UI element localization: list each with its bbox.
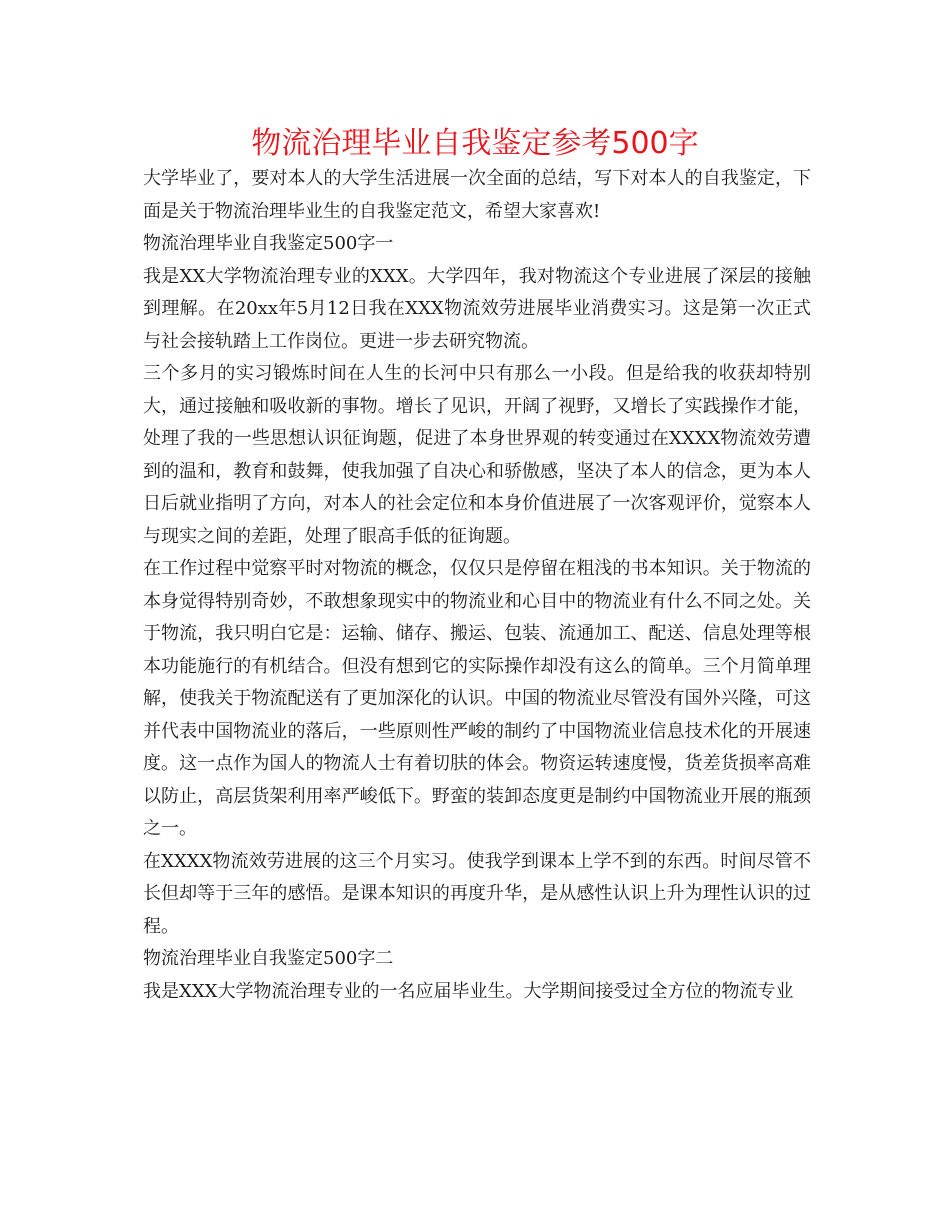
body-paragraph: 在XXXX物流效劳进展的这三个月实习。使我学到课本上学不到的东西。时间尽管不长但却等于三年的感悟。是课本知识的再度升华，是从感性认识上升为理性认识的过程。	[143, 850, 811, 937]
body-paragraph: 在工作过程中觉察平时对物流的概念，仅仅只是停留在粗浅的书本知识。关于物流的本身觉得特别奇妙，不敢想象现实中的物流业和心目中的物流业有什么不同之处。关于物流，我只明白它是：运输、储存、搬运、包装、流通加工、配送、信息处理等根本功能施行的有机结合。但没有想到它的实际操作却没有这么的简单。三个月简单理解，使我关于物流配送有了更加深化的认识。中国的物流业尽管没有国外兴隆，可这并代表中国物流业的落后，一些原则性严峻的制约了中国物流业信息技术化的开展速度。这一点作为国人的物流人士有着切肤的体会。物资运转速度慢，货差货损率高难以防止，高层货架利用率严峻低下。野蛮的装卸态度更是制约中国物流业开展的瓶颈之一。	[143, 558, 811, 839]
document-title: 物流治理毕业自我鉴定参考500字	[251, 126, 699, 161]
document-body	[143, 163, 811, 1008]
body-paragraph: 三个多月的实习锻炼时间在人生的长河中只有那么一小段。但是给我的收获却特别大，通过接触和吸收新的事物。增长了见识，开阔了视野，又增长了实践操作才能，处理了我的一些思想认识征询题，促进了本身世界观的转变通过在XXXX物流效劳遭到的温和，教育和鼓舞，使我加强了自决心和骄傲感，坚决了本人的信念，更为本人日后就业指明了方向，对本人的社会定位和本身价值进展了一次客观评价，觉察本人与现实之间的差距，处理了眼高手低的征询题。	[143, 363, 811, 547]
section-heading-one: 物流治理毕业自我鉴定500字一	[143, 233, 394, 254]
body-paragraph: 我是XX大学物流治理专业的XXX。大学四年，我对物流这个专业进展了深层的接触到理解。在20xx年5月12日我在XXX物流效劳进展毕业消费实习。这是第一次正式与社会接轨踏上工作岗位。更进一步去研究物流。	[143, 265, 811, 352]
section-heading-two: 物流治理毕业自我鉴定500字二	[143, 948, 394, 969]
intro-paragraph: 大学毕业了，要对本人的大学生活进展一次全面的总结，写下对本人的自我鉴定，下面是关于物流治理毕业生的自我鉴定范文，希望大家喜欢!	[143, 168, 811, 222]
body-paragraph: 我是XXX大学物流治理专业的一名应届毕业生。大学期间接受过全方位的物流专业	[143, 980, 794, 1002]
